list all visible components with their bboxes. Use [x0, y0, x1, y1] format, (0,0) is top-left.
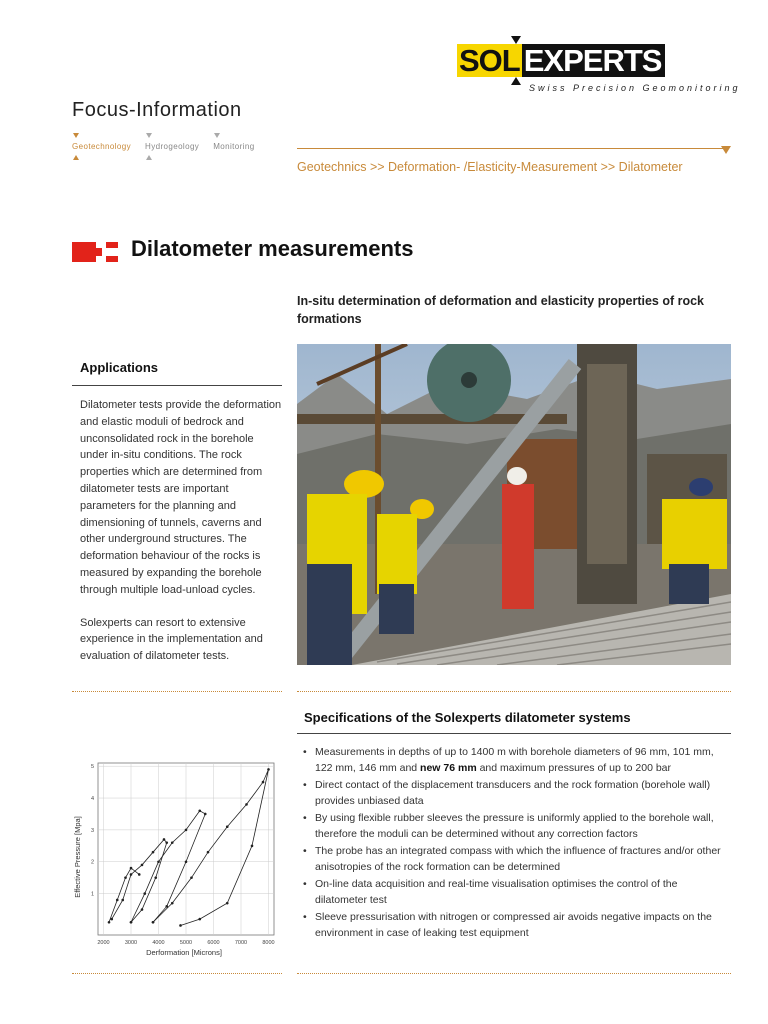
chart-data-point	[226, 902, 229, 905]
page-subtitle: In-situ determination of deformation and elasticity properties of rock formations	[297, 294, 705, 326]
chart-data-point	[204, 813, 207, 816]
chart-x-tick-label: 8000	[262, 940, 275, 946]
chart-y-tick-label: 4	[90, 796, 94, 803]
chart-data-point	[130, 873, 133, 876]
chart-data-point	[152, 851, 155, 854]
chart-data-point	[138, 873, 141, 876]
header-divider	[297, 148, 727, 149]
chart-data-point	[267, 768, 270, 771]
applications-text	[80, 397, 282, 681]
chart-data-point	[130, 867, 133, 870]
chart-data-point	[108, 921, 111, 924]
chart-data-point	[116, 899, 119, 902]
chart-y-tick-label: 2	[90, 859, 94, 866]
solexperts-mark-icon	[72, 242, 118, 262]
breadcrumb[interactable]: Geotechnics >> Deformation- /Elasticity-Measurement >> Dilatometer	[297, 160, 683, 174]
chart-data-point	[152, 921, 155, 924]
applications-paragraph: Dilatometer tests provide the deformation and elastic moduli of bedrock and unconsolidated rock in the borehole under in-situ conditions. The rock properties which are determined from dilatometer tests are important parameters for the planning and dimensioning of tunnels, caverns and other underground structures. The deformation behaviour of the rocks is measured by expanding the borehole through multiple load-unload cycles.	[80, 399, 282, 596]
chart-data-point	[163, 838, 166, 841]
nav-marker-down-icon	[214, 133, 220, 138]
nav-marker-up-icon	[146, 155, 152, 160]
chart-x-tick-label: 7000	[234, 940, 248, 946]
spec-item: • On-line data acquisition and real-time visualisation optimises the control of the dilatometer test	[303, 877, 728, 908]
chart-data-point	[190, 876, 193, 879]
spec-item-text: and maximum pressures of up to 200 bar	[476, 761, 672, 774]
chart-y-tick-label: 5	[90, 764, 94, 771]
chart-data-point	[262, 781, 265, 784]
spec-item: • By using flexible rubber sleeves the pressure is uniformly applied to the borehole wall, therefore the moduli can be determined without any correction factors	[303, 811, 728, 842]
chart-data-point	[198, 809, 201, 812]
chart-data-point	[226, 825, 229, 828]
chart-data-point	[141, 864, 144, 867]
applications-paragraph: Solexperts can resort to extensive experience in the implementation and evaluation of dilatometer tests.	[80, 616, 263, 663]
logo-sol: SOL	[459, 43, 520, 78]
section-separator	[72, 973, 282, 974]
page-title: Dilatometer measurements	[131, 236, 414, 261]
nav-marker-down-icon	[73, 133, 79, 138]
spec-item: • The probe has an integrated compass with which the influence of fractures and/or other anisotropies of the rock formation can be determined	[303, 844, 728, 875]
logo-experts: EXPERTS	[522, 44, 666, 77]
chart-x-tick-label: 5000	[179, 940, 193, 946]
focus-information-title: Focus-Information	[72, 99, 242, 121]
chart-data-point	[185, 829, 188, 832]
chart-data-point	[171, 841, 174, 844]
chart-data-point	[245, 803, 248, 806]
chart-x-axis-label: Derformation [Microns]	[146, 948, 222, 957]
chart-y-tick-label: 3	[90, 827, 94, 834]
chart-data-point	[207, 851, 210, 854]
nav-hydrogeology-label: Hydrogeology	[145, 142, 200, 151]
chart-data-point	[171, 902, 174, 905]
chart-data-point	[154, 876, 157, 879]
chart-data-point	[251, 845, 254, 848]
applications-heading: Applications	[80, 360, 159, 375]
section-separator	[297, 973, 731, 974]
nav-monitoring-label: Monitoring	[213, 142, 255, 151]
chart-x-tick-label: 2000	[97, 940, 110, 946]
spec-item: • Sleeve pressurisation with nitrogen or compressed air avoids negative impacts on the environment in case of leaking test equipment	[303, 910, 728, 941]
nav-marker-up-icon	[73, 155, 79, 160]
chart-data-point	[143, 892, 146, 895]
chart-data-point	[198, 918, 201, 921]
section-separator	[297, 691, 731, 692]
pressure-deformation-chart	[72, 755, 282, 965]
chart-data-point	[124, 876, 127, 879]
nav-hydrogeology[interactable]	[145, 133, 199, 160]
nav-marker-down-icon	[146, 133, 152, 138]
solexperts-logo	[457, 36, 741, 98]
nav-monitoring[interactable]	[213, 133, 254, 160]
logo-wordmark	[457, 44, 665, 77]
spec-item	[303, 745, 728, 776]
chart-x-tick-label: 3000	[124, 940, 138, 946]
spec-item-text: Measurements in depths of up to 1400 m with borehole diameters of 96 mm, 101 mm, 122 mm, 146 mm and	[315, 746, 714, 774]
applications-rule	[72, 385, 282, 386]
chart-data-point	[130, 921, 133, 924]
chart-x-tick-label: 6000	[207, 940, 220, 946]
section-separator	[72, 691, 282, 692]
topic-nav	[72, 133, 255, 160]
chart-data-point	[157, 860, 160, 863]
spec-item: • Direct contact of the displacement transducers and the rock formation (borehole wall) provides unbiased data	[303, 778, 728, 809]
specifications-heading: Specifications of the Solexperts dilatometer systems	[304, 710, 631, 725]
nav-geotechnology[interactable]	[72, 133, 131, 160]
logo-triangle-bottom	[511, 77, 521, 85]
chart-y-axis-label: Effective Pressure [Mpa]	[73, 816, 82, 898]
spec-item-highlight: new 76 mm	[420, 761, 477, 774]
logo-tagline: Swiss Precision Geomonitoring	[529, 83, 741, 93]
chart-series-line	[153, 769, 269, 925]
chart-y-tick-label: 1	[90, 891, 94, 898]
chart-data-point	[121, 899, 124, 902]
chart-data-point	[110, 918, 113, 921]
nav-geotechnology-label: Geotechnology	[72, 142, 132, 151]
chart-data-point	[185, 860, 188, 863]
specifications-rule	[297, 733, 731, 734]
header-arrow-icon	[721, 146, 731, 154]
specifications-list	[303, 745, 728, 943]
chart-x-tick-label: 4000	[152, 940, 165, 946]
chart-data-point	[165, 841, 168, 844]
chart-data-point	[141, 908, 144, 911]
chart-data-point	[179, 924, 182, 927]
drilling-rig-photo	[297, 344, 731, 665]
chart-series-line	[131, 811, 205, 922]
